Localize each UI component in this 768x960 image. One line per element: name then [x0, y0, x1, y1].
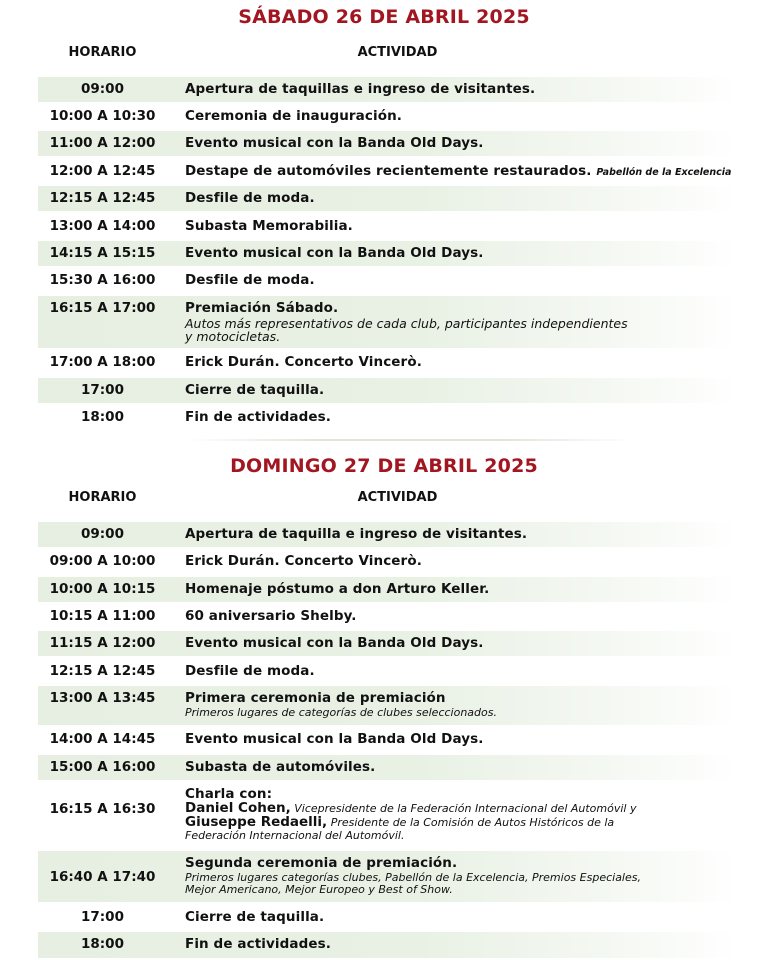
sunday-header-activity: ACTIVIDAD	[357, 490, 438, 505]
row-activity: Subasta Memorabilia.	[185, 218, 353, 234]
schedule-row	[38, 631, 738, 656]
schedule-row	[38, 405, 738, 430]
row-activity: Erick Durán. Concerto Vincerò.	[185, 354, 422, 370]
row-activity: Premiación Sábado.	[185, 300, 339, 316]
schedule-row	[38, 159, 738, 184]
row-time: 11:15 A 12:00	[49, 635, 156, 651]
schedule-row	[38, 296, 738, 348]
schedule-row	[38, 522, 738, 547]
row-time: 18:00	[81, 936, 124, 952]
schedule-row	[38, 131, 738, 156]
schedule-row	[38, 932, 738, 958]
saturday-header-time: HORARIO	[68, 45, 137, 60]
row-activity: Ceremonia de inauguración.	[185, 108, 403, 124]
row-speaker	[185, 816, 745, 829]
row-time: 11:00 A 12:00	[49, 135, 156, 151]
speaker-role: Vicepresidente de la Federación Internacional del Automóvil y	[294, 802, 637, 815]
row-detail: Primeros lugares de categorías de clubes seleccionados.	[185, 706, 497, 719]
schedule-row	[38, 905, 738, 930]
row-activity: Evento musical con la Banda Old Days.	[185, 245, 484, 261]
schedule-row	[38, 186, 738, 211]
speaker-name: Daniel Cohen,	[185, 800, 291, 816]
row-time: 16:15 A 16:30	[49, 801, 156, 817]
schedule-row	[38, 268, 738, 293]
row-time: 17:00	[81, 909, 124, 925]
row-time: 09:00	[81, 526, 124, 542]
row-time: 10:00 A 10:15	[49, 581, 156, 597]
sunday-header-time: HORARIO	[68, 490, 137, 505]
schedule-row	[38, 755, 738, 780]
row-activity: Evento musical con la Banda Old Days.	[185, 635, 484, 651]
saturday-header-activity: ACTIVIDAD	[357, 45, 438, 60]
row-activity: Apertura de taquilla e ingreso de visitantes.	[185, 526, 528, 542]
row-time: 09:00 A 10:00	[49, 553, 156, 569]
row-time: 16:40 A 17:40	[49, 869, 156, 885]
row-activity: Cierre de taquilla.	[185, 909, 325, 925]
row-time: 12:15 A 12:45	[49, 663, 156, 679]
schedule-row	[38, 604, 738, 629]
row-activity: Subasta de automóviles.	[185, 759, 376, 775]
row-location-note: Pabellón de la Excelencia	[596, 167, 732, 178]
schedule-row	[38, 851, 738, 902]
row-time: 14:00 A 14:45	[49, 731, 156, 747]
row-time: 10:00 A 10:30	[49, 108, 156, 124]
row-activity-text: Destape de automóviles recientemente restaurados.	[185, 163, 592, 179]
row-time: 12:00 A 12:45	[49, 163, 156, 179]
speaker-name: Giuseppe Redaelli,	[185, 814, 328, 830]
sunday-title: DOMINGO 27 DE ABRIL 2025	[230, 455, 538, 477]
schedule-row	[38, 214, 738, 239]
speaker-role: Presidente de la Comisión de Autos Históricos de la	[330, 816, 615, 829]
row-activity: Apertura de taquillas e ingreso de visitantes.	[185, 81, 536, 97]
row-detail: Federación Internacional del Automóvil.	[185, 829, 405, 842]
schedule-row	[38, 659, 738, 684]
row-activity: Charla con:	[185, 786, 273, 802]
schedule-row	[38, 727, 738, 752]
row-activity: Desfile de moda.	[185, 190, 315, 206]
row-activity: Fin de actividades.	[185, 936, 331, 952]
row-activity: Homenaje póstumo a don Arturo Keller.	[185, 581, 490, 597]
schedule-row	[38, 77, 738, 102]
schedule-row	[38, 104, 738, 129]
schedule-row	[38, 350, 738, 375]
row-time: 17:00 A 18:00	[49, 354, 156, 370]
row-activity: 60 aniversario Shelby.	[185, 608, 357, 624]
row-activity: Cierre de taquilla.	[185, 382, 325, 398]
row-time: 10:15 A 11:00	[49, 608, 156, 624]
row-time: 13:00 A 13:45	[49, 690, 156, 706]
row-activity: Desfile de moda.	[185, 663, 315, 679]
row-time: 13:00 A 14:00	[49, 218, 156, 234]
row-time: 18:00	[81, 409, 124, 425]
schedule-row	[38, 549, 738, 574]
schedule-row	[38, 378, 738, 403]
schedule-row	[38, 686, 738, 725]
row-activity: Primera ceremonia de premiación	[185, 690, 446, 706]
row-time: 17:00	[81, 382, 124, 398]
row-time: 12:15 A 12:45	[49, 190, 156, 206]
saturday-title: SÁBADO 26 DE ABRIL 2025	[238, 6, 530, 28]
schedule-row	[38, 577, 738, 602]
row-time: 09:00	[81, 81, 124, 97]
row-activity	[185, 163, 765, 179]
row-time: 14:15 A 15:15	[49, 245, 156, 261]
row-activity: Evento musical con la Banda Old Days.	[185, 135, 484, 151]
row-activity: Evento musical con la Banda Old Days.	[185, 731, 484, 747]
row-detail: Mejor Americano, Mejor Europeo y Best of Show.	[185, 883, 453, 896]
row-activity: Fin de actividades.	[185, 409, 331, 425]
row-time: 16:15 A 17:00	[49, 300, 156, 316]
row-detail: y motocicletas.	[185, 329, 281, 344]
row-activity: Segunda ceremonia de premiación.	[185, 855, 458, 871]
schedule-row	[38, 782, 738, 848]
row-activity: Desfile de moda.	[185, 272, 315, 288]
row-time: 15:00 A 16:00	[49, 759, 156, 775]
row-detail: Primeros lugares categorías clubes, Pabellón de la Excelencia, Premios Especiales,	[185, 871, 641, 884]
row-detail: Autos más representativos de cada club, participantes independientes	[185, 316, 628, 331]
row-time: 15:30 A 16:00	[49, 272, 156, 288]
schedule-row	[38, 241, 738, 266]
section-divider	[185, 439, 635, 441]
row-activity: Erick Durán. Concerto Vincerò.	[185, 553, 422, 569]
